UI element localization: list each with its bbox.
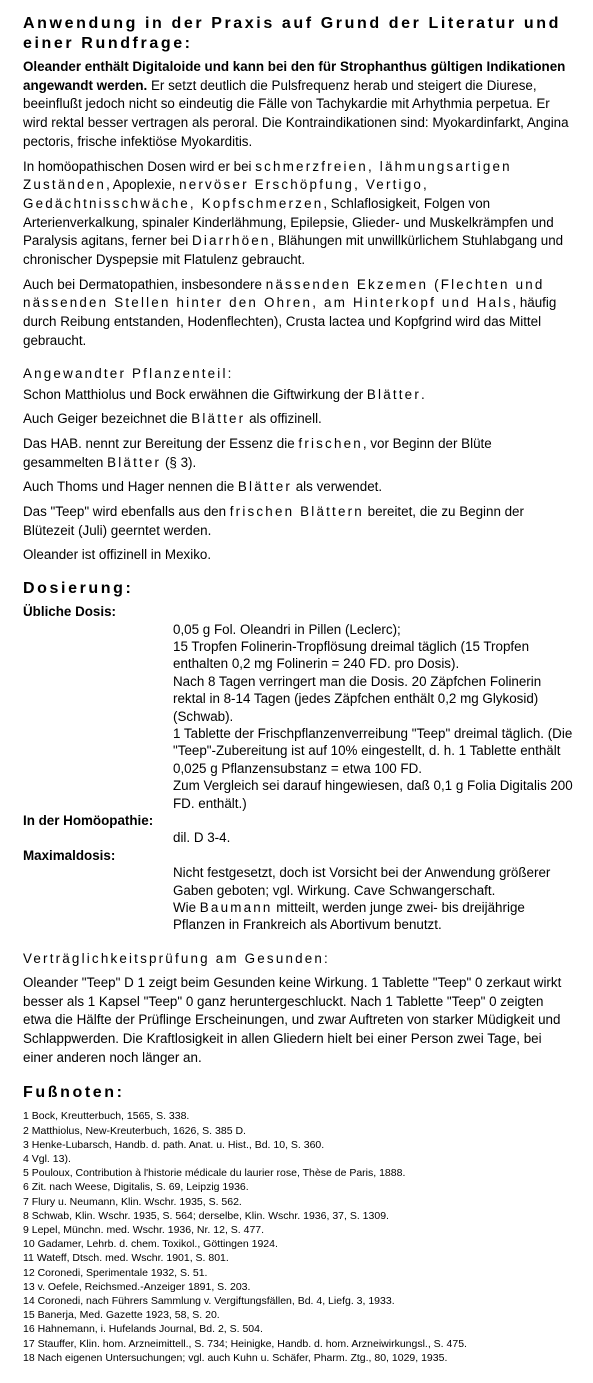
- usual-dose-line: Zum Vergleich sei darauf hingewiesen, daß 0,1 g Folia Digitalis 200 FD. enthält.): [173, 778, 573, 811]
- section-heading-plant-part: Angewandter Pflanzenteil:: [23, 365, 234, 381]
- usual-dose-line: Nach 8 Tagen verringert man die Dosis. 20 Zäpfchen Folinerin rektal in 8-14 Tagen (jedes Zäpfchen enthält 0,2 mg Glykosid) (Schwab).: [173, 673, 542, 724]
- usual-dose-line: 15 Tropfen Folinerin-Tropflösung dreimal täglich (15 Tropfen enthalten 0,2 mg Folinerin = 240 FD. pro Dosis).: [173, 638, 530, 672]
- pp4-text-1: Auch Thoms und Hager nennen die: [23, 479, 238, 495]
- max-dose-text: [173, 864, 573, 934]
- homeo-spaced-2: nervöser Erschöpfung, Vertigo, Gedächtnisschwäche, Kopfschmerzen: [23, 177, 429, 211]
- footnote-list: [23, 1109, 573, 1365]
- max-dose-text-1: Wie: [173, 900, 200, 916]
- footnote-item: 15 Banerja, Med. Gazette 1923, 58, S. 20.: [23, 1309, 220, 1322]
- footnote-item: 3 Henke-Lubarsch, Handb. d. path. Anat. u. Hist., Bd. 10, S. 360.: [23, 1138, 325, 1151]
- tolerance-paragraph: Oleander "Teep" D 1 zeigt beim Gesunden keine Wirkung. 1 Tablette "Teep" 0 zerkaut wirkt besser als 1 Kapsel "Teep" 0 ganz heruntergeschluckt. Nach 1 Tablette "Teep" 0 zeigten etwa die Hälfte der Prüflinge Erscheinungen, und zwar Auftreten von starker Müdigkeit und Schlappwerden. Die Kraftlosigkeit in allen Gliedern hielt bei einer Person zwei Tage, bei einer anderen noch länger an.: [23, 974, 562, 1065]
- max-dose-spaced: Baumann: [199, 900, 273, 916]
- homeopathy-dose-label: In der Homöopathie:: [23, 813, 154, 829]
- usual-dose-label: Übliche Dosis:: [23, 604, 117, 620]
- intro-bold-lead: Oleander enthält Digitaloide und kann bei den für Strophanthus gültigen Indikationen angewandt werden.: [23, 59, 566, 93]
- pp3-text-2: , vor Beginn der Blüte gesammelten: [23, 435, 492, 470]
- footnote-item: 17 Stauffer, Klin. hom. Arzneimittell., S. 734; Heinigke, Handb. d. hom. Arzneiwirkungsl., S. 475.: [23, 1337, 467, 1350]
- footnote-item: 2 Matthiolus, New-Kreuterbuch, 1626, S. 385 D.: [23, 1124, 246, 1137]
- plant-part-paragraph-2: [23, 410, 573, 429]
- footnote-item: 6 Zit. nach Weese, Digitalis, S. 69, Leipzig 1936.: [23, 1181, 249, 1194]
- pp3-spaced-1: frischen: [298, 435, 363, 451]
- footnote-item: 5 Pouloux, Contribution à l'historie médicale du laurier rose, Thèse de Paris, 1888.: [23, 1167, 406, 1180]
- max-dose-line-2: [173, 899, 573, 934]
- homeo-text-2: , Apoplexie,: [106, 177, 180, 193]
- plant-part-paragraph-4: [23, 478, 573, 497]
- pp2-text-2: als offizinell.: [245, 411, 322, 427]
- derma-text-2: , häufig durch Reibung entstanden, Hodenflechten), Crusta lactea und Kopfgrind wird das Mittel gebraucht.: [23, 295, 557, 348]
- derma-text-1: Auch bei Dermatopathien, insbesondere: [23, 276, 266, 292]
- section-heading-dosage: Dosierung:: [23, 580, 134, 598]
- pp4-spaced-1: Blätter: [237, 479, 293, 495]
- max-dose-text-2: mitteilt, werden junge zwei- bis dreijährige Pflanzen in Frankreich als Abortivum benutzt.: [173, 900, 525, 933]
- intro-paragraph: [23, 58, 573, 152]
- pp5-spaced-1: frischen Blättern: [229, 504, 364, 520]
- homeo-text-4: , Blähungen mit unwillkürlichem Stuhlabgang und chronischer Dyspepsie mit Flatulenz gebraucht.: [23, 233, 564, 268]
- usual-dose-line: 1 Tablette der Frischpflanzenverreibung "Teep" dreimal täglich. (Die "Teep"-Zubereitung ist auf 10% eingestellt, d. h. 1 Tablette enthält 0,025 g Pflanzensubstanz = etwa 100 FD.: [173, 726, 573, 776]
- homeopathy-dose-block: [23, 812, 573, 847]
- max-dose-block: [23, 847, 573, 934]
- derma-spaced-1: nässenden Ekzemen (Flechten und nässenden Stellen hinter den Ohren, am Hinterkopf und Hals: [23, 276, 545, 311]
- homeopathy-dose-value: dil. D 3-4.: [173, 830, 231, 846]
- footnote-item: 14 Coronedi, nach Führers Sammlung v. Vergiftungsfällen, Bd. 4, Liefg. 3, 1933.: [23, 1295, 395, 1308]
- section-heading-application: Anwendung in der Praxis auf Grund der Literatur und einer Rundfrage:: [23, 15, 561, 52]
- intro-text: Er setzt deutlich die Pulsfrequenz herab und steigert die Diurese, beeinflußt jedoch nicht so eindeutig die Fälle von Tachykardie mit Arhythmia perpetua. Er wird rektal besser vertragen als peroral. Die Kontraindikationen sind: Myokardinfarkt, Angina pectoris, frische infektiöse Myokarditis.: [23, 77, 569, 149]
- pp2-text-1: Auch Geiger bezeichnet die: [23, 411, 192, 427]
- pp3-spaced-2: Blätter: [107, 454, 162, 470]
- footnote-item: 11 Wateff, Dtsch. med. Wschr. 1901, S. 801.: [23, 1252, 229, 1265]
- max-dose-line-1: Nicht festgesetzt, doch ist Vorsicht bei der Anwendung größerer Gaben geboten; vgl. Wirkung. Cave Schwangerschaft.: [173, 865, 551, 898]
- footnote-item: 18 Nach eigenen Untersuchungen; vgl. auch Kuhn u. Schäfer, Pharm. Ztg., 80, 1029, 1935.: [23, 1351, 448, 1364]
- footnote-item: 13 v. Oefele, Reichsmed.-Anzeiger 1891, S. 203.: [23, 1280, 251, 1293]
- footnote-item: 8 Schwab, Klin. Wschr. 1935, S. 564; derselbe, Klin. Wschr. 1936, 37, S. 1309.: [23, 1209, 389, 1222]
- homeo-text-3: , Schlaflosigkeit, Folgen von Arterienverkalkung, spinaler Kinderlähmung, Epilepsie, Glieder- und Muskelkrämpfen und Paralysis agitans, ferner bei: [23, 195, 554, 249]
- pp2-spaced-1: Blätter: [191, 411, 246, 427]
- footnote-item: 4 Vgl. 13).: [23, 1153, 71, 1166]
- plant-part-paragraph-1: [23, 386, 573, 405]
- footnote-item: 9 Lepel, Münchn. med. Wschr. 1936, Nr. 12, S. 477.: [23, 1224, 265, 1237]
- homeo-spaced-3: Diarrhöen: [191, 233, 271, 249]
- max-dose-label: Maximaldosis:: [23, 847, 116, 863]
- plant-part-paragraph-6: Oleander ist offizinell in Mexiko.: [23, 547, 212, 563]
- homeo-spaced-1: schmerzfreien, lähmungsartigen Zuständen: [23, 158, 512, 193]
- usual-dose-line: 0,05 g Fol. Oleandri in Pillen (Leclerc);: [173, 621, 401, 637]
- plant-part-paragraph-3: [23, 435, 573, 472]
- footnote-item: 16 Hahnemann, i. Hufelands Journal, Bd. 2, S. 504.: [23, 1323, 263, 1336]
- plant-part-paragraph-5: [23, 503, 573, 540]
- homeo-text-1: In homöopathischen Dosen wird er bei: [23, 158, 256, 174]
- usual-dose-block: [23, 603, 573, 812]
- footnote-item: 1 Bock, Kreutterbuch, 1565, S. 338.: [23, 1110, 190, 1123]
- dermatopathy-paragraph: [23, 276, 573, 351]
- section-heading-footnotes: Fußnoten:: [23, 1084, 125, 1102]
- pp1-spaced-1: Blätter: [366, 386, 421, 402]
- homeopathy-paragraph: [23, 158, 573, 270]
- usual-dose-text: [173, 621, 573, 812]
- footnote-item: 10 Gadamer, Lehrb. d. chem. Toxikol., Göttingen 1924.: [23, 1238, 278, 1251]
- footnote-item: 7 Flury u. Neumann, Klin. Wschr. 1935, S. 562.: [23, 1195, 242, 1208]
- pp4-text-2: als verwendet.: [292, 479, 383, 495]
- section-heading-tolerance: Verträglichkeitsprüfung am Gesunden:: [23, 950, 330, 966]
- pp5-text-2: bereitet, die zu Beginn der Blütezeit (Juli) geerntet werden.: [23, 504, 524, 538]
- pp5-text-1: Das "Teep" wird ebenfalls aus den: [23, 504, 230, 520]
- pp3-text-1: Das HAB. nennt zur Bereitung der Essenz die: [23, 435, 299, 451]
- pp1-text-1: Schon Matthiolus und Bock erwähnen die Giftwirkung der: [23, 386, 367, 402]
- pp3-text-3: (§ 3).: [161, 454, 197, 470]
- pp1-text-2: .: [421, 386, 425, 402]
- footnote-item: 12 Coronedi, Sperimentale 1932, S. 51.: [23, 1266, 208, 1279]
